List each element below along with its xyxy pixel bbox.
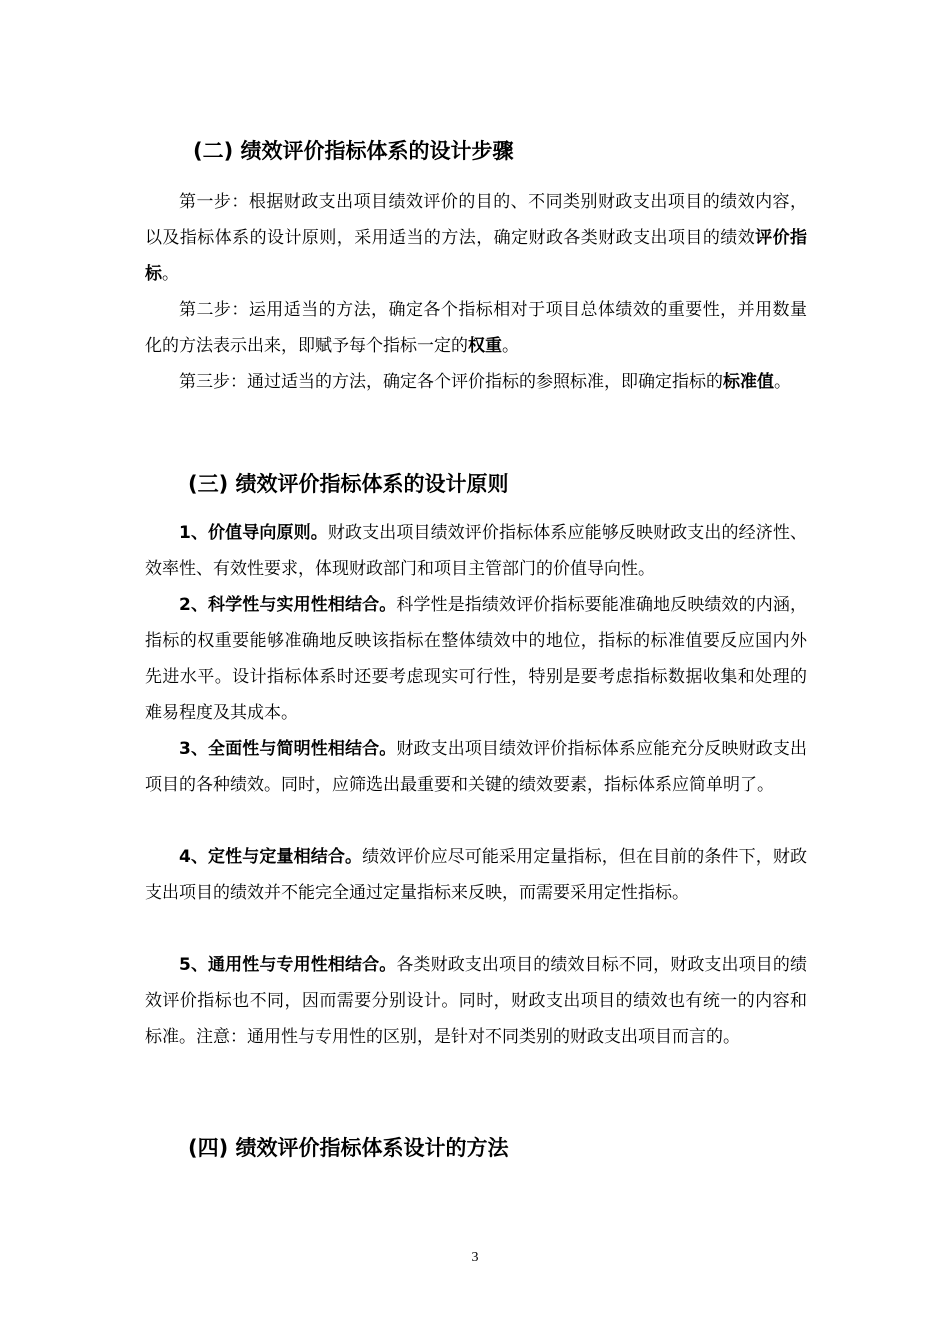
principle-item-5	[145, 947, 807, 1055]
principle-2-title: 2、科学性与实用性相结合。	[179, 595, 397, 615]
principle-1-body: 财政支出项目绩效评价指标体系应能够反映财政支出的经济性、效率性、有效性要求，体现财政部门和项目主管部门的价值导向性。	[145, 523, 807, 579]
principle-2-body: 科学性是指绩效评价指标要能准确地反映绩效的内涵，指标的权重要能够准确地反映该指标在整体绩效中的地位，指标的标准值要反应国内外先进水平。设计指标体系时还要考虑现实可行性，特别是要考虑指标数据收集和处理的难易程度及其成本。	[145, 595, 808, 723]
section-heading-design-steps: (二) 绩效评价指标体系的设计步骤	[193, 139, 514, 163]
principle-5-body: 各类财政支出项目的绩效目标不同，财政支出项目的绩效评价指标也不同，因而需要分别设计。同时，财政支出项目的绩效也有统一的内容和标准。注意：通用性与专用性的区别，是针对不同类别的财政支出项目而言的。	[145, 955, 808, 1047]
principle-item-1	[145, 515, 807, 587]
step-1-end: 。	[162, 264, 179, 284]
step-2-end: 。	[502, 336, 519, 356]
principle-item-3	[145, 731, 807, 803]
paragraph-step-1	[145, 184, 807, 292]
step-3-end: 。	[774, 372, 791, 392]
principle-3-body: 财政支出项目绩效评价指标体系应能充分反映财政支出项目的各种绩效。同时，应筛选出最重要和关键的绩效要素，指标体系应简单明了。	[145, 739, 808, 795]
section-heading-design-methods: (四) 绩效评价指标体系设计的方法	[188, 1136, 509, 1160]
principle-item-2	[145, 587, 807, 731]
step-1-bold-term: 评价指标	[145, 228, 808, 284]
paragraph-step-3	[145, 364, 807, 400]
step-2-bold-term: 权重	[468, 336, 502, 356]
section-heading-design-principles: (三) 绩效评价指标体系的设计原则	[188, 472, 509, 496]
step-2-text: 第二步：运用适当的方法，确定各个指标相对于项目总体绩效的重要性，并用数量化的方法表示出来，即赋予每个指标一定的	[145, 300, 807, 356]
step-3-bold-term: 标准值	[723, 372, 774, 392]
principle-4-title: 4、定性与定量相结合。	[179, 847, 363, 867]
principle-3-title: 3、全面性与简明性相结合。	[179, 739, 397, 759]
page-number: 3	[471, 1250, 479, 1265]
principle-item-4	[145, 839, 807, 911]
principle-4-body: 绩效评价应尽可能采用定量指标，但在目前的条件下，财政支出项目的绩效并不能完全通过定量指标来反映，而需要采用定性指标。	[145, 847, 807, 903]
principle-5-title: 5、通用性与专用性相结合。	[179, 955, 397, 975]
step-1-text: 第一步：根据财政支出项目绩效评价的目的、不同类别财政支出项目的绩效内容，以及指标体系的设计原则，采用适当的方法，确定财政各类财政支出项目的绩效	[145, 192, 807, 248]
step-3-text: 第三步：通过适当的方法，确定各个评价指标的参照标准，即确定指标的	[179, 372, 723, 392]
principle-1-title: 1、价值导向原则。	[179, 523, 328, 543]
paragraph-step-2	[145, 292, 807, 364]
